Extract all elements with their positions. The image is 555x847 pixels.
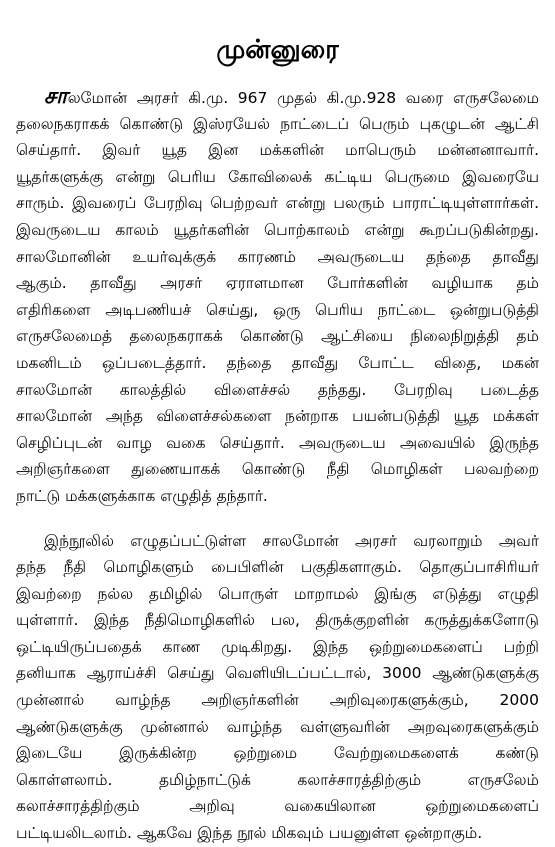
text-line: தனியாக ஆராய்ச்சி செய்து வெளியிடப்பட்டால், 3000 ஆண்டுகளுக்கு [16, 664, 539, 683]
text-line: சாரும். இவரைப் பேரறிவு பெற்றவர் என்று பலரும் பாராட்டியுள்ளார்கள். [16, 194, 539, 213]
text-line: மகனிடம் ஒப்படைத்தார். தந்தை தாவீது போட்ட விதை, மகன் [16, 353, 539, 372]
paragraph-1 [16, 84, 539, 510]
text-line: ஆகும். தாவீது அரசர் ஏராளமான போர்களின் வழியாக தம் [16, 274, 539, 293]
text-line: பட்டியலிடலாம். ஆகவே இந்த நூல் மிகவும் பயனுள்ள ஒன்றாகும். [16, 824, 483, 843]
text-line: ஆண்டுகளுக்கு முன்னால் வாழ்ந்த வள்ளுவரின் அறவுரைகளுக்கும் [16, 717, 539, 736]
text-line: யூதர்களுக்கு என்று பெரிய கோவிலைக் கட்டிய பெருமை இவரையே [16, 167, 539, 186]
text-line: எதிரிகளை அடிபணியச் செய்து, ஒரு பெரிய நாட்டை ஒன்றுபடுத்தி [16, 300, 539, 319]
text-line: இவருடைய காலம் யூதர்களின் பொற்காலம் என்று கூறப்படுகின்றது. [16, 220, 539, 239]
text-line: செழிப்புடன் வாழ வகை செய்தார். அவருடைய அவையில் இருந்த [16, 433, 539, 452]
text-line: எருசலேமைத் தலைநகராகக் கொண்டு ஆட்சியை நிலைநிறுத்தி தம் [16, 327, 539, 346]
drop-cap: சா [44, 84, 68, 109]
text-line: தந்த நீதி மொழிகளும் பைபிளின் பகுதிகளாகும். தொகுப்பாசிரியர் [16, 558, 539, 577]
text-line: இடையே இருக்கின்ற ஒற்றுமை வேற்றுமைகளைக் கண்டு [16, 744, 539, 763]
text-line: அறிஞர்களை துணையாகக் கொண்டு நீதி மொழிகள் பலவற்றை [16, 460, 539, 479]
text-line: கலாச்சாரத்திற்கும் அறிவு வகையிலான ஒற்றுமைகளைப் [16, 797, 539, 816]
text-line: சாலமோனின் உயர்வுக்குக் காரணம் அவருடைய தந்தை தாவீது [16, 247, 539, 266]
text-line: கொள்ளலாம். தமிழ்நாட்டுக் கலாச்சாரத்திற்கும் எருசலேம் [16, 770, 539, 789]
text-line: முன்னால் வாழ்ந்த அறிஞர்களின் அறிவுரைகளுக்கும், 2000 [16, 691, 539, 710]
text-line: செய்தார். இவர் யூத இன மக்களின் மாபெரும் மன்னனாவார். [16, 141, 539, 160]
text-line: யுள்ளார். இந்த நீதிமொழிகளில் பல, திருக்குறளின் கருத்துக்களோடு [16, 611, 539, 630]
text-line: தலைநகராகக் கொண்டு இஸ்ரயேல் நாட்டைப் பெரும் புகழுடன் ஆட்சி [16, 114, 539, 133]
page-title: முன்னுரை [216, 35, 339, 65]
text-line: சாலமோன் காலத்தில் விளைச்சல் தந்தது. பேரறிவு படைத்த [16, 380, 539, 399]
text-line: சாலமோன் அரசர் கி.மு. 967 முதல் கி.மு.928 வரை எருசலேமை [44, 84, 539, 109]
text-line: இந்நூலில் எழுதப்பட்டுள்ள சாலமோன் அரசர் வரலாறும் அவர் [44, 531, 539, 550]
text-line: இவற்றை நல்ல தமிழில் பொருள் மாறாமல் இங்கு எடுத்து எழுதி [16, 584, 539, 603]
text-line: சாலமோன் அந்த விளைச்சல்களை நன்றாக பயன்படுத்தி யூத மக்கள் [16, 407, 539, 426]
text-line: ஒட்டியிருப்பதைக் காண முடிகிறது. இந்த ஒற்றுமைகளைப் பற்றி [16, 637, 539, 656]
text-line: நாட்டு மக்களுக்காக எழுதித் தந்தார். [16, 486, 268, 505]
